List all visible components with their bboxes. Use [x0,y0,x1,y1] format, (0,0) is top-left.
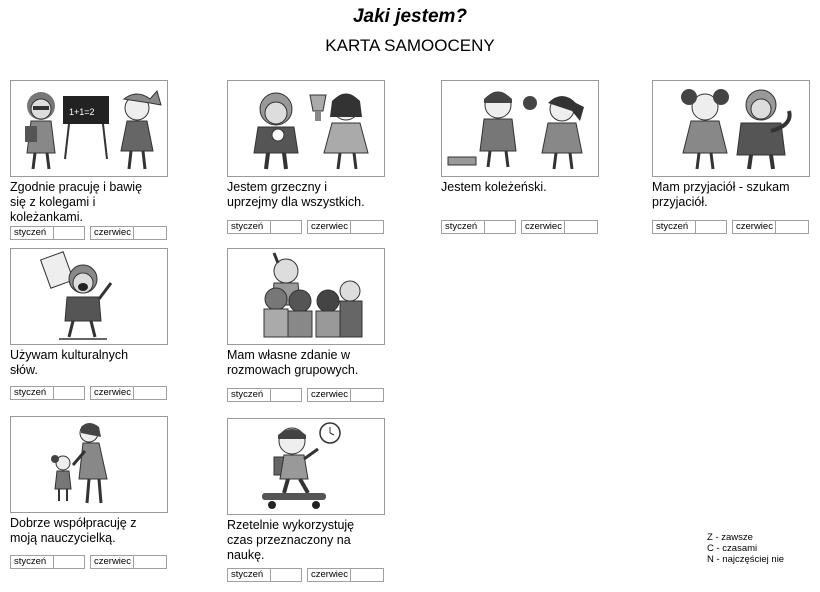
january-label: styczeń [10,555,54,569]
illustration-teacher-child [10,416,168,513]
card-caption: Jestem grzeczny i uprzejmy dla wszystkich. [227,180,365,209]
card-caption: Mam własne zdanie w rozmowach grupowych. [227,348,359,377]
legend-item-sometimes: C - czasami [707,543,758,554]
june-rating-box[interactable] [133,555,167,569]
rating-row [227,568,385,581]
january-label: styczeń [10,386,54,400]
june-label: czerwiec [732,220,776,234]
card-caption: Dobrze współpracuję z moją nauczycielką. [10,516,137,545]
june-rating-box[interactable] [350,220,384,234]
june-label: czerwiec [307,220,351,234]
rating-row [10,555,168,568]
illustration-group-discussion [227,248,385,345]
january-label: styczeń [227,568,271,582]
illustration-kids-friends [652,80,810,177]
rating-row [10,386,168,399]
card-caption: Używam kulturalnych słów. [10,348,129,377]
rating-row [227,388,385,401]
rating-row [652,220,810,233]
card-caption: Jestem koleżeński. [441,180,547,194]
page-subtitle: KARTA SAMOOCENY [325,36,495,55]
january-rating-box[interactable] [53,226,85,240]
january-rating-box[interactable] [270,568,302,582]
card-caption: Rzetelnie wykorzystuję czas przeznaczony na naukę. [227,518,355,562]
june-label: czerwiec [90,226,134,240]
january-rating-box[interactable] [53,555,85,569]
june-rating-box[interactable] [133,226,167,240]
legend-item-usually-not: N - najczęściej nie [707,554,785,565]
rating-legend [707,532,784,565]
june-label: czerwiec [90,555,134,569]
rating-row [441,220,599,233]
rating-row [10,226,168,239]
card-caption: Zgodnie pracuję i bawię się z kolegami i koleżankami. [10,180,143,224]
june-rating-box[interactable] [564,220,598,234]
january-label: styczeń [10,226,54,240]
january-label: styczeń [652,220,696,234]
june-rating-box[interactable] [133,386,167,400]
january-label: styczeń [441,220,485,234]
june-label: czerwiec [90,386,134,400]
january-rating-box[interactable] [53,386,85,400]
january-rating-box[interactable] [270,220,302,234]
january-label: styczeń [227,388,271,402]
rating-row [227,220,385,233]
january-rating-box[interactable] [270,388,302,402]
illustration-kids-apple [441,80,599,177]
january-label: styczeń [227,220,271,234]
january-rating-box[interactable] [484,220,516,234]
blackboard-text: 1+1=2 [69,107,95,117]
card-caption: Mam przyjaciół - szukam przyjaciół. [652,180,790,209]
page-title: Jaki jestem? [352,6,468,27]
illustration-kids-trophy [227,80,385,177]
june-rating-box[interactable] [775,220,809,234]
illustration-boy-shouting [10,248,168,345]
illustration-kids-blackboard [10,80,168,177]
june-rating-box[interactable] [350,388,384,402]
june-label: czerwiec [307,388,351,402]
illustration-boy-skateboard [227,418,385,515]
june-rating-box[interactable] [350,568,384,582]
january-rating-box[interactable] [695,220,727,234]
june-label: czerwiec [307,568,351,582]
legend-item-always: Z - zawsze [707,532,753,543]
june-label: czerwiec [521,220,565,234]
